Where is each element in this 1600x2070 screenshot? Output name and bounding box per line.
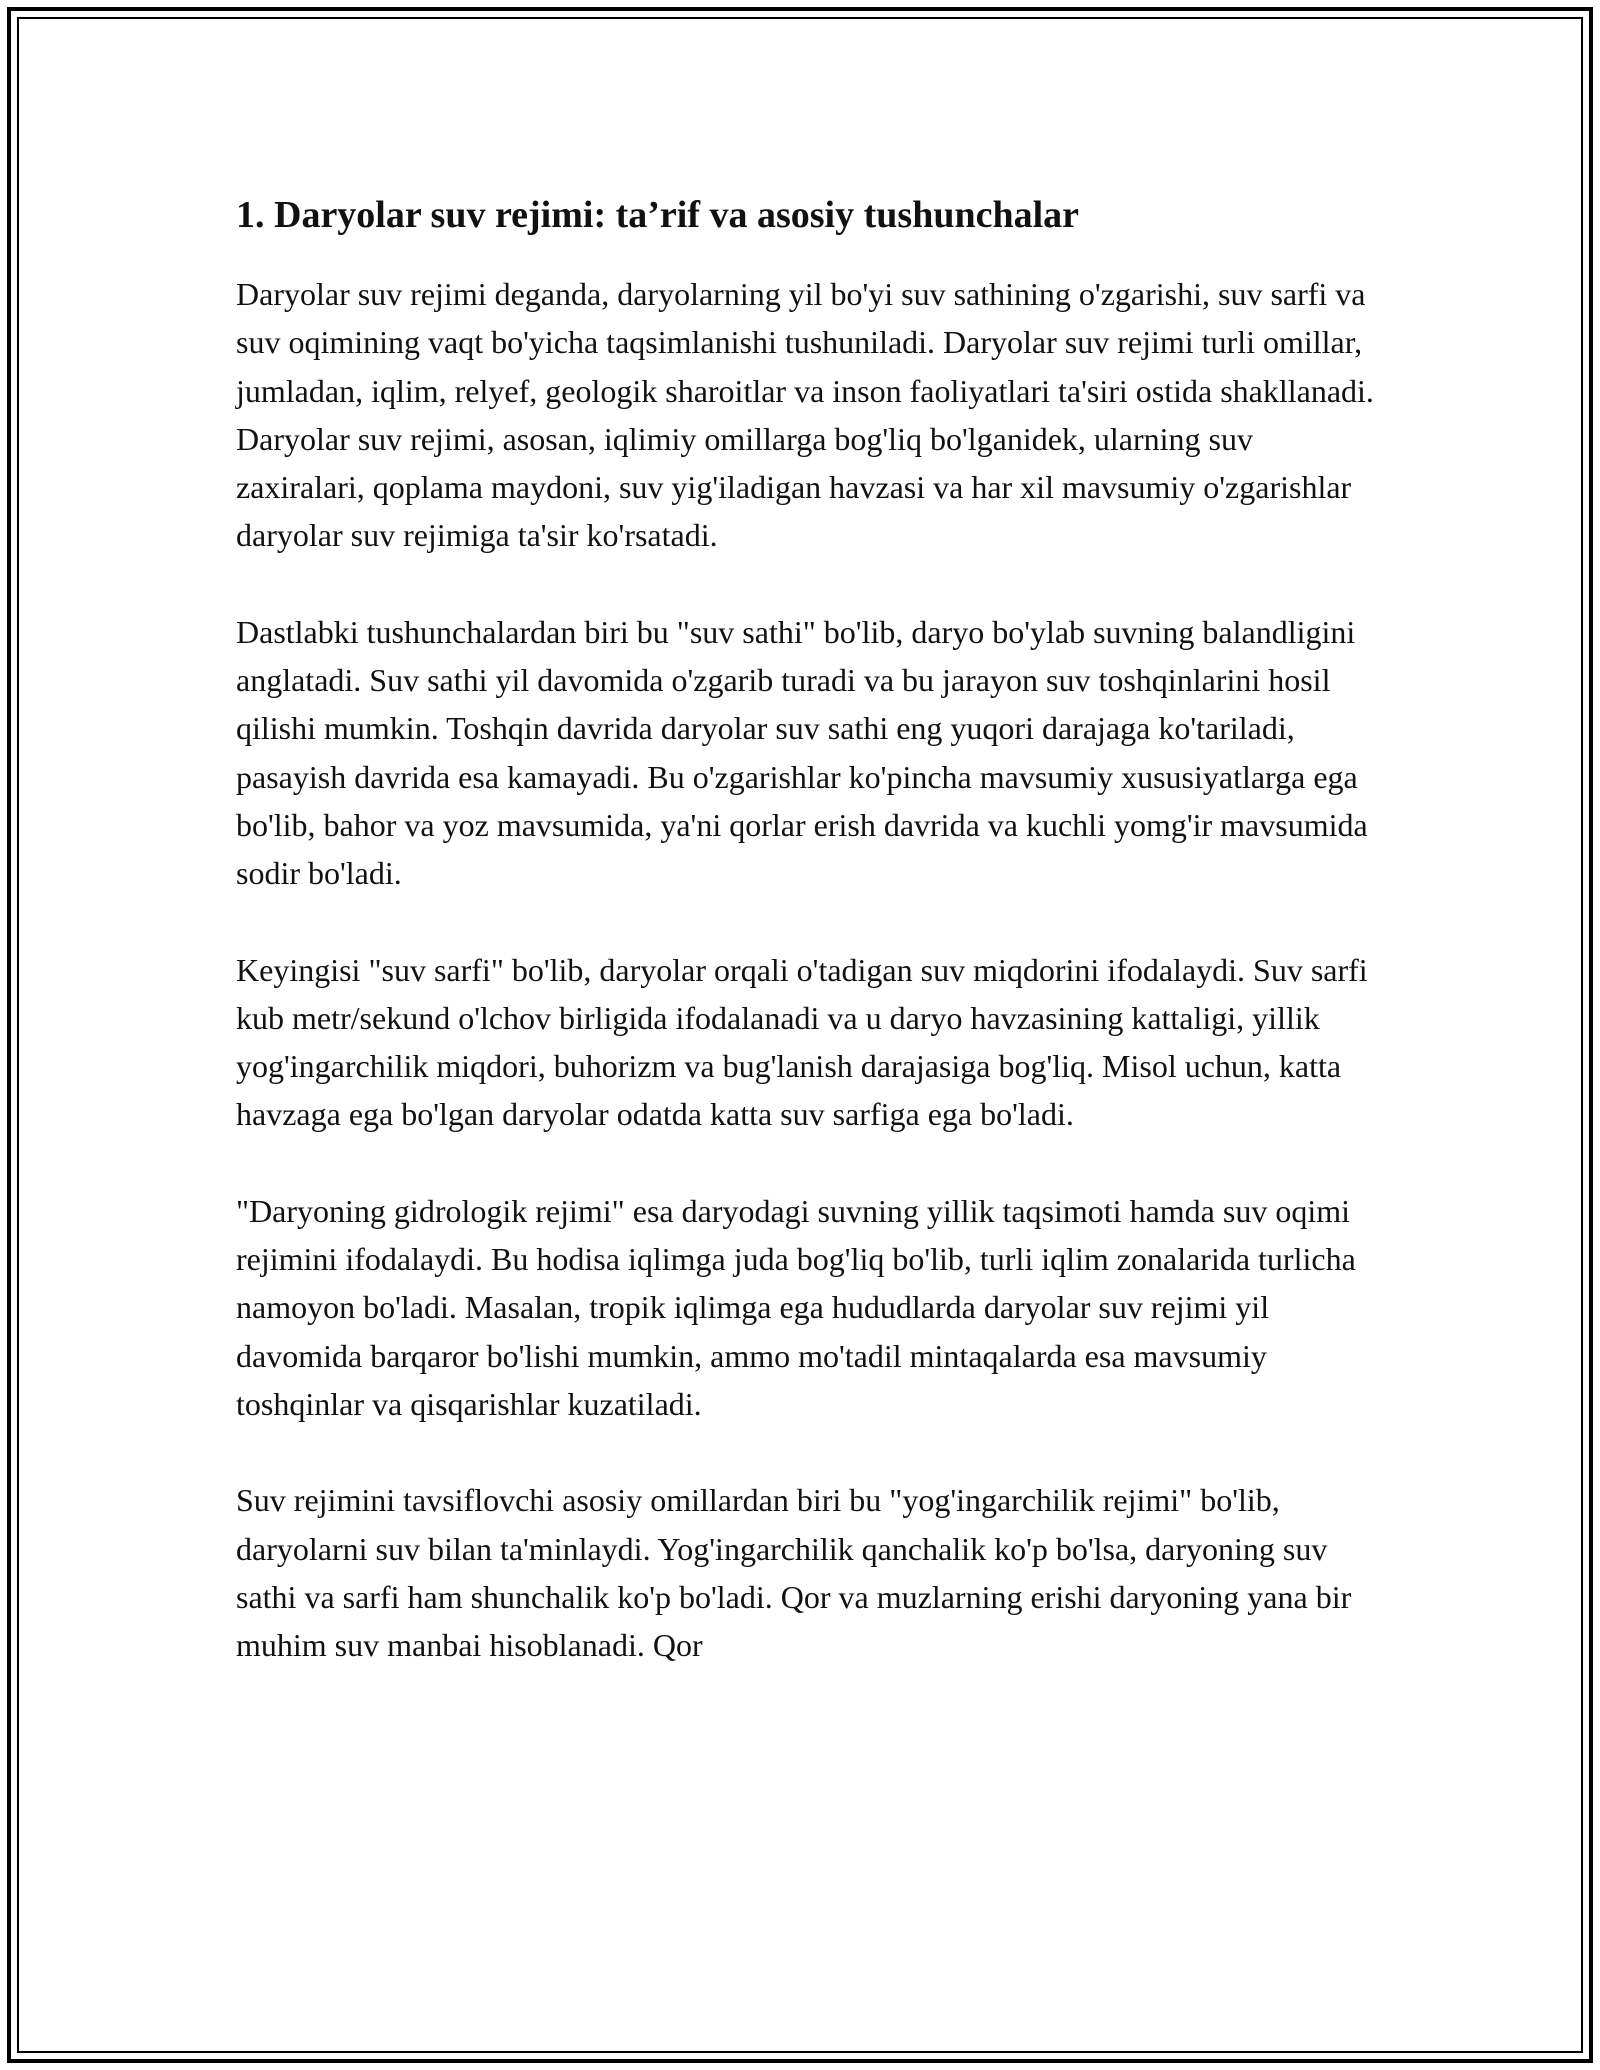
paragraph-2: Dastlabki tushunchalardan biri bu "suv sathi" bo'lib, daryo bo'ylab suvning balandligini anglatadi. Suv sathi yil davomida o'zgarib turadi va bu jarayon suv toshqinlarini hosil qilishi mumkin. Toshqin davrida daryolar suv sathi eng yuqori darajaga ko'tariladi, pasayish davrida esa kamayadi. Bu o'zgarishlar ko'pincha mavsumiy xususiyatlarga ega bo'lib, bahor va yoz mavsumida, ya'ni qorlar erish davrida va kuchli yomg'ir mavsumida sodir bo'ladi. — [236, 613, 1368, 892]
paragraph-1: Daryolar suv rejimi deganda, daryolarning yil bo'yi suv sathining o'zgarishi, suv sarfi va suv oqimining vaqt bo'yicha taqsimlanishi tushuniladi. Daryolar suv rejimi turli omillar, jumladan, iqlim, relyef, geologik sharoitlar va inson faoliyatlari ta'siri ostida shakllanadi. Daryolar suv rejimi, asosan, iqlimiy omillarga bog'liq bo'lganidek, ularning suv zaxiralari, qoplama maydoni, suv yig'iladigan havzasi va har xil mavsumiy o'zgarishlar daryolar suv rejimiga ta'sir ko'rsatadi. — [236, 276, 1374, 554]
paragraph-5: Suv rejimini tavsiflovchi asosiy omillardan biri bu "yog'ingarchilik rejimi" bo'lib, daryolarni suv bilan ta'minlaydi. Yog'ingarchilik qanchalik ko'p bo'lsa, daryoning suv sathi va sarfi ham shunchalik ko'p bo'ladi. Qor va muzlarning erishi daryoning yana bir muhim suv manbai hisoblanadi. Qor — [236, 1482, 1352, 1664]
document-body — [236, 188, 1386, 1717]
paragraph-4: "Daryoning gidrologik rejimi" esa daryodagi suvning yillik taqsimoti hamda suv oqimi rejimini ifodalaydi. Bu hodisa iqlimga juda bog'liq bo'lib, turli iqlim zonalarida turlicha namoyon bo'ladi. Masalan, tropik iqlimga ega hududlarda daryolar suv rejimi yil davomida barqaror bo'lishi mumkin, ammo mo'tadil mintaqalarda esa mavsumiy toshqinlar va qisqarishlar kuzatiladi. — [236, 1192, 1356, 1422]
paragraph-3: Keyingisi "suv sarfi" bo'lib, daryolar orqali o'tadigan suv miqdorini ifodalaydi. Suv sarfi kub metr/sekund o'lchov birligida ifodalanadi va u daryo havzasining kattaligi, yillik yog'ingarchilik miqdori, buhorizm va bug'lanish darajasiga bog'liq. Misol uchun, katta havzaga ega bo'lgan daryolar odatda katta suv sarfiga ega bo'ladi. — [236, 951, 1368, 1133]
section-heading: 1. Daryolar suv rejimi: ta’rif va asosiy tushunchalar — [236, 194, 1080, 236]
